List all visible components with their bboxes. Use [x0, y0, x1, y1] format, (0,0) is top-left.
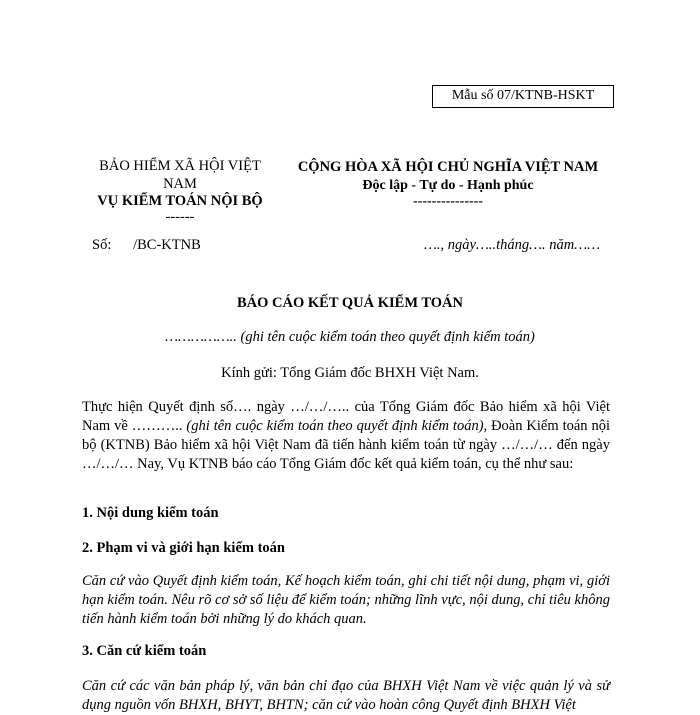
left-header-divider: ------ — [165, 209, 195, 225]
intro-text-2: Đoàn Kiểm toán nội bộ (KTNB) Bảo hiểm xã hội Việt Nam đã tiến hành kiểm toán từ ngày …/…/… đến ngày …/…/… Nay, Vụ KTNB báo cáo Tổng Giám đốc kết quả kiểm toán, cụ thể như sau: — [82, 418, 610, 472]
section-1-heading: 1. Nội dung kiểm toán — [82, 505, 219, 521]
document-date: …., ngày…..tháng…. năm…… — [424, 237, 601, 253]
recipient-line: Kính gửi: Tổng Giám đốc BHXH Việt Nam. — [221, 365, 479, 381]
intro-paragraph — [82, 398, 610, 474]
document-subtitle: …………….. (ghi tên cuộc kiểm toán theo quyết định kiểm toán) — [165, 329, 535, 345]
national-motto: Độc lập - Tự do - Hạnh phúc — [362, 178, 534, 193]
country-name: CỘNG HÒA XÃ HỘI CHỦ NGHĨA VIỆT NAM — [297, 159, 599, 175]
document-number: Số: /BC-KTNB — [92, 237, 201, 253]
org-name-line2: NAM — [163, 176, 197, 192]
intro-text-1: Thực hiện Quyết định số…. ngày …/…/….. của Tổng Giám đốc Bảo hiểm xã hội Việt Nam về ……….. — [82, 399, 610, 434]
section-3-heading: 3. Căn cứ kiểm toán — [82, 643, 207, 659]
section-2-heading: 2. Phạm vi và giới hạn kiểm toán — [82, 540, 285, 556]
department-name: VỤ KIỂM TOÁN NỘI BỘ — [97, 193, 263, 209]
org-name-line1: BẢO HIỂM XÃ HỘI VIỆT — [99, 158, 261, 174]
section-2-text: Căn cứ vào Quyết định kiểm toán, Kế hoạch kiểm toán, ghi chi tiết nội dung, phạm vi, giới hạn kiểm toán. Nêu rõ cơ sở số liệu để kiểm toán; những lĩnh vực, nội dung, chỉ tiêu không tiến hành kiểm toán bởi những lý do khách quan. — [82, 573, 610, 627]
form-code-box: Mẫu số 07/KTNB-HSKT — [432, 85, 614, 108]
document-title: BÁO CÁO KẾT QUẢ KIỂM TOÁN — [237, 295, 463, 311]
right-header-divider: --------------- — [413, 194, 483, 209]
section-3-text: Căn cứ các văn bản pháp lý, văn bản chỉ đạo của BHXH Việt Nam về việc quản lý và sử dụng nguồn vốn BHXH, BHYT, BHTN; căn cứ vào hoàn công Quyết định BHXH Việt — [82, 678, 610, 713]
intro-text-italic: (ghi tên cuộc kiểm toán theo quyết định kiểm toán), — [186, 418, 488, 434]
